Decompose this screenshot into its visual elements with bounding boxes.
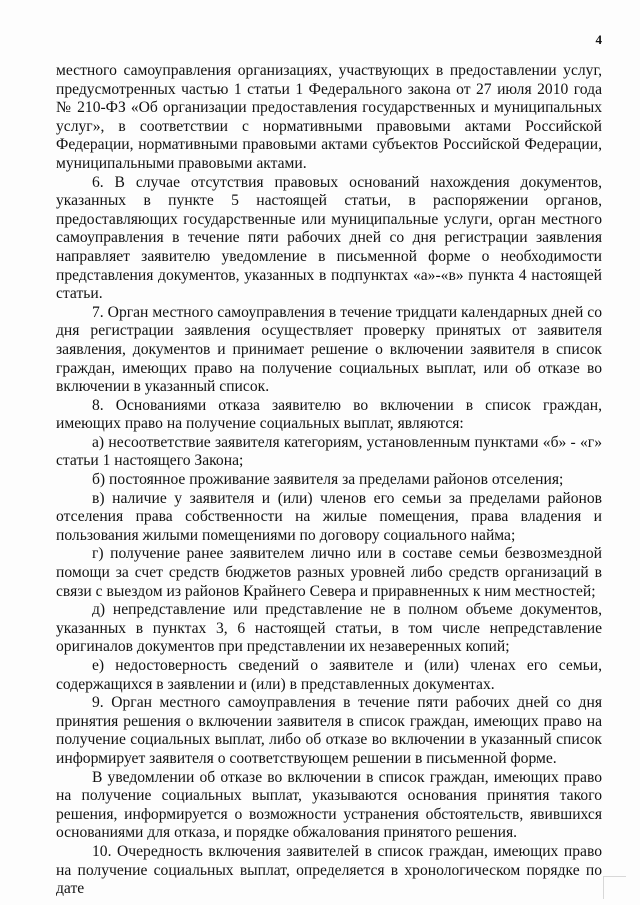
document-body xyxy=(56,62,602,899)
subitem-g: г) получение ранее заявителем лично или в составе семьи безвозмездной помощи за счет средств бюджетов разных уровней либо средств организаций в связи с выездом из районов Крайнего Севера и приравненных к ним местностей; xyxy=(56,545,602,600)
subitem-a: а) несоответствие заявителя категориям, установленным пунктами «б» - «г» статьи 1 настоящего Закона; xyxy=(56,433,602,470)
paragraph-item-9: 9. Орган местного самоуправления в течение пяти рабочих дней со дня принятия решения о включении заявителя в список граждан, имеющих право на получение социальных выплат, либо об отказе во включении в указанный список информирует заявителя о соответствующем решении в письменной форме. xyxy=(56,694,602,767)
subitem-v: в) наличие у заявителя и (или) членов его семьи за пределами районов отселения права собственности на жилые помещения, права владения и пользования жилыми помещениями по договору социального найма; xyxy=(56,489,602,544)
subitem-b: б) постоянное проживание заявителя за пределами районов отселения; xyxy=(92,471,564,489)
paragraph-refusal-notice: В уведомлении об отказе во включении в список граждан, имеющих право на получение социальных выплат, указываются основания принятия такого решения, информируется о возможности устранения обстоятельств, явившихся основаниями для отказа, и порядке обжалования принятого решения. xyxy=(56,768,602,842)
subitem-d: д) непредставление или представление не в полном объеме документов, указанных в пунктах 3, 6 настоящей статьи, в том числе непредставление оригиналов документов при представлении их незаверенных копий; xyxy=(56,601,602,656)
subitem-e: е) недостоверность сведений о заявителе и (или) членах его семьи, содержащихся в заявлении и (или) в представленных документах. xyxy=(56,657,602,693)
page-number: 4 xyxy=(595,32,602,47)
scan-corner-mark xyxy=(603,876,626,899)
paragraph-item-7: 7. Орган местного самоуправления в течение тридцати календарных дней со дня регистрации заявления осуществляет проверку принятых от заявителя заявления, документов и принимает решение о включении заявителя в список граждан, имеющих право на получение социальных выплат, или об отказе во включении в указанный список. xyxy=(56,303,602,396)
paragraph-item-8: 8. Основаниями отказа заявителю во включении в список граждан, имеющих право на получение социальных выплат, являются: xyxy=(56,396,602,433)
paragraph-item-6: 6. В случае отсутствия правовых оснований нахождения документов, указанных в пункте 5 настоящей статьи, в распоряжении органов, предоставляющих государственные или муниципальные услуги, орган местного самоуправления в течение пяти рабочих дней со дня регистрации заявления направляет заявителю уведомление в письменной форме о необходимости представления документов, указанных в подпунктах «а»-«в» пункта 4 настоящей статьи. xyxy=(56,173,602,303)
paragraph-continuation: местного самоуправления организациях, участвующих в предоставлении услуг, предусмотренных частью 1 статьи 1 Федерального закона от 27 июля 2010 года № 210-ФЗ «Об организации предоставления государственных и муниципальных услуг», в соответствии с нормативными правовыми актами Российской Федерации, нормативными правовыми актами субъектов Российской Федерации, муниципальными правовыми актами. xyxy=(56,62,602,172)
paragraph-item-10: 10. Очередность включения заявителей в список граждан, имеющих право на получение социальных выплат, определяется в хронологическом порядке по дате xyxy=(56,842,602,898)
